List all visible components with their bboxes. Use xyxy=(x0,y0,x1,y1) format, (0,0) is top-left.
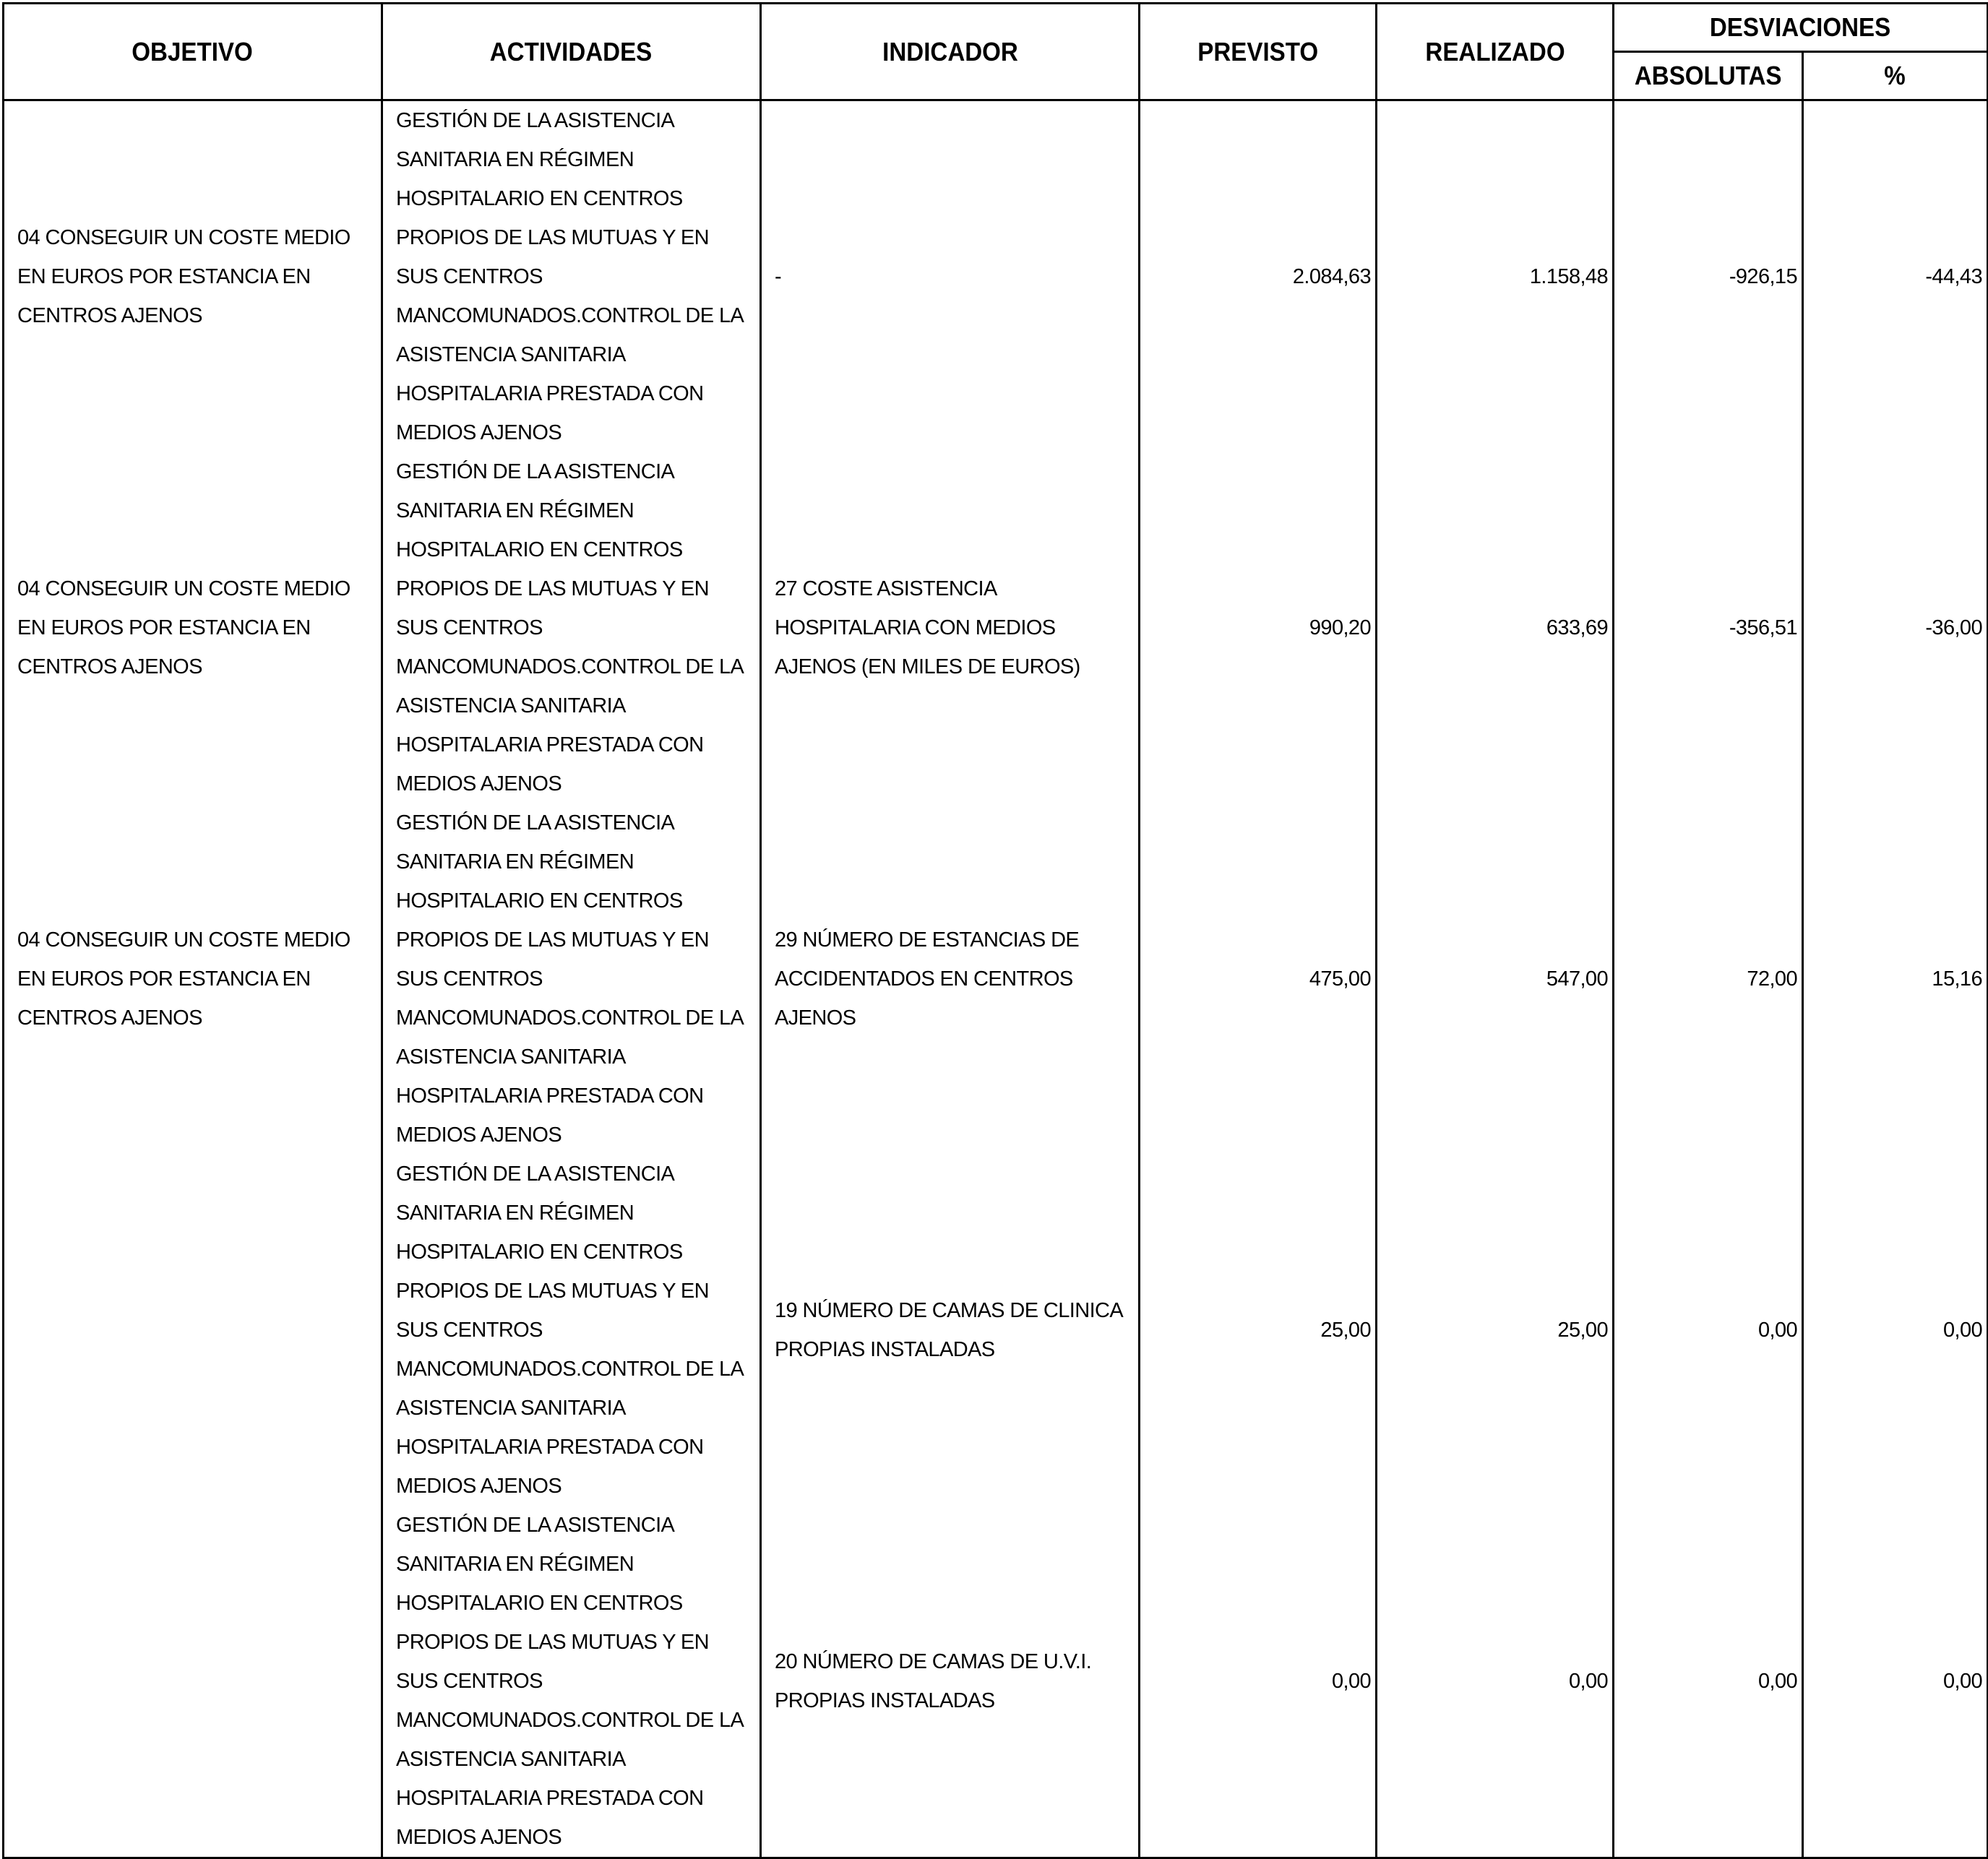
cell-previsto: 25,00 xyxy=(1140,1155,1377,1506)
table-row xyxy=(4,803,1988,1155)
table-body xyxy=(4,100,1988,1858)
table-row xyxy=(4,452,1988,803)
header-realizado: REALIZADO xyxy=(1377,4,1614,100)
cell-realizado: 0,00 xyxy=(1377,1506,1614,1858)
cell-absolutas: 0,00 xyxy=(1614,1155,1803,1506)
cell-porcentaje: -44,43 xyxy=(1803,100,1988,453)
cell-objetivo: 04 CONSEGUIR UN COSTE MEDIO EN EUROS POR ESTANCIA EN CENTROS AJENOS xyxy=(4,100,382,453)
header-porcentaje: % xyxy=(1803,52,1988,100)
cell-indicador: 20 NÚMERO DE CAMAS DE U.V.I. PROPIAS INSTALADAS xyxy=(761,1506,1140,1858)
cell-realizado: 633,69 xyxy=(1377,452,1614,803)
header-actividades: ACTIVIDADES xyxy=(382,4,761,100)
cell-actividades: GESTIÓN DE LA ASISTENCIA SANITARIA EN RÉGIMEN HOSPITALARIO EN CENTROS PROPIOS DE LAS MUTUAS Y EN SUS CENTROS MANCOMUNADOS.CONTROL DE LA ASISTENCIA SANITARIA HOSPITALARIA PRESTADA CON MEDIOS AJENOS xyxy=(382,100,761,453)
cell-objetivo: 04 CONSEGUIR UN COSTE MEDIO EN EUROS POR ESTANCIA EN CENTROS AJENOS xyxy=(4,452,382,803)
cell-actividades: GESTIÓN DE LA ASISTENCIA SANITARIA EN RÉGIMEN HOSPITALARIO EN CENTROS PROPIOS DE LAS MUTUAS Y EN SUS CENTROS MANCOMUNADOS.CONTROL DE LA ASISTENCIA SANITARIA HOSPITALARIA PRESTADA CON MEDIOS AJENOS xyxy=(382,1155,761,1506)
cell-porcentaje: 15,16 xyxy=(1803,803,1988,1155)
cell-realizado: 547,00 xyxy=(1377,803,1614,1155)
table-row xyxy=(4,100,1988,453)
cell-previsto: 0,00 xyxy=(1140,1506,1377,1858)
cell-actividades: GESTIÓN DE LA ASISTENCIA SANITARIA EN RÉGIMEN HOSPITALARIO EN CENTROS PROPIOS DE LAS MUTUAS Y EN SUS CENTROS MANCOMUNADOS.CONTROL DE LA ASISTENCIA SANITARIA HOSPITALARIA PRESTADA CON MEDIOS AJENOS xyxy=(382,1506,761,1858)
cell-actividades: GESTIÓN DE LA ASISTENCIA SANITARIA EN RÉGIMEN HOSPITALARIO EN CENTROS PROPIOS DE LAS MUTUAS Y EN SUS CENTROS MANCOMUNADOS.CONTROL DE LA ASISTENCIA SANITARIA HOSPITALARIA PRESTADA CON MEDIOS AJENOS xyxy=(382,803,761,1155)
cell-porcentaje: 0,00 xyxy=(1803,1155,1988,1506)
cell-absolutas: -356,51 xyxy=(1614,452,1803,803)
cell-objetivo: 04 CONSEGUIR UN COSTE MEDIO EN EUROS POR ESTANCIA EN CENTROS AJENOS xyxy=(4,803,382,1155)
cell-realizado: 1.158,48 xyxy=(1377,100,1614,453)
cell-actividades: GESTIÓN DE LA ASISTENCIA SANITARIA EN RÉGIMEN HOSPITALARIO EN CENTROS PROPIOS DE LAS MUTUAS Y EN SUS CENTROS MANCOMUNADOS.CONTROL DE LA ASISTENCIA SANITARIA HOSPITALARIA PRESTADA CON MEDIOS AJENOS xyxy=(382,452,761,803)
cell-objetivo xyxy=(4,1155,382,1506)
header-desviaciones: DESVIACIONES xyxy=(1614,4,1988,52)
cell-indicador: 19 NÚMERO DE CAMAS DE CLINICA PROPIAS INSTALADAS xyxy=(761,1155,1140,1506)
header-previsto: PREVISTO xyxy=(1140,4,1377,100)
table-row xyxy=(4,1155,1988,1506)
cell-absolutas: -926,15 xyxy=(1614,100,1803,453)
header-objetivo: OBJETIVO xyxy=(4,4,382,100)
cell-absolutas: 72,00 xyxy=(1614,803,1803,1155)
cell-previsto: 475,00 xyxy=(1140,803,1377,1155)
cell-porcentaje: 0,00 xyxy=(1803,1506,1988,1858)
cell-porcentaje: -36,00 xyxy=(1803,452,1988,803)
header-indicador: INDICADOR xyxy=(761,4,1140,100)
cell-indicador: - xyxy=(761,100,1140,453)
cell-previsto: 2.084,63 xyxy=(1140,100,1377,453)
cell-indicador: 27 COSTE ASISTENCIA HOSPITALARIA CON MEDIOS AJENOS (EN MILES DE EUROS) xyxy=(761,452,1140,803)
table-row xyxy=(4,1506,1988,1858)
header-absolutas: ABSOLUTAS xyxy=(1614,52,1803,100)
cell-absolutas: 0,00 xyxy=(1614,1506,1803,1858)
table-header xyxy=(4,4,1988,100)
cell-realizado: 25,00 xyxy=(1377,1155,1614,1506)
cell-objetivo xyxy=(4,1506,382,1858)
objectives-table xyxy=(2,2,1988,1859)
cell-previsto: 990,20 xyxy=(1140,452,1377,803)
cell-indicador: 29 NÚMERO DE ESTANCIAS DE ACCIDENTADOS EN CENTROS AJENOS xyxy=(761,803,1140,1155)
